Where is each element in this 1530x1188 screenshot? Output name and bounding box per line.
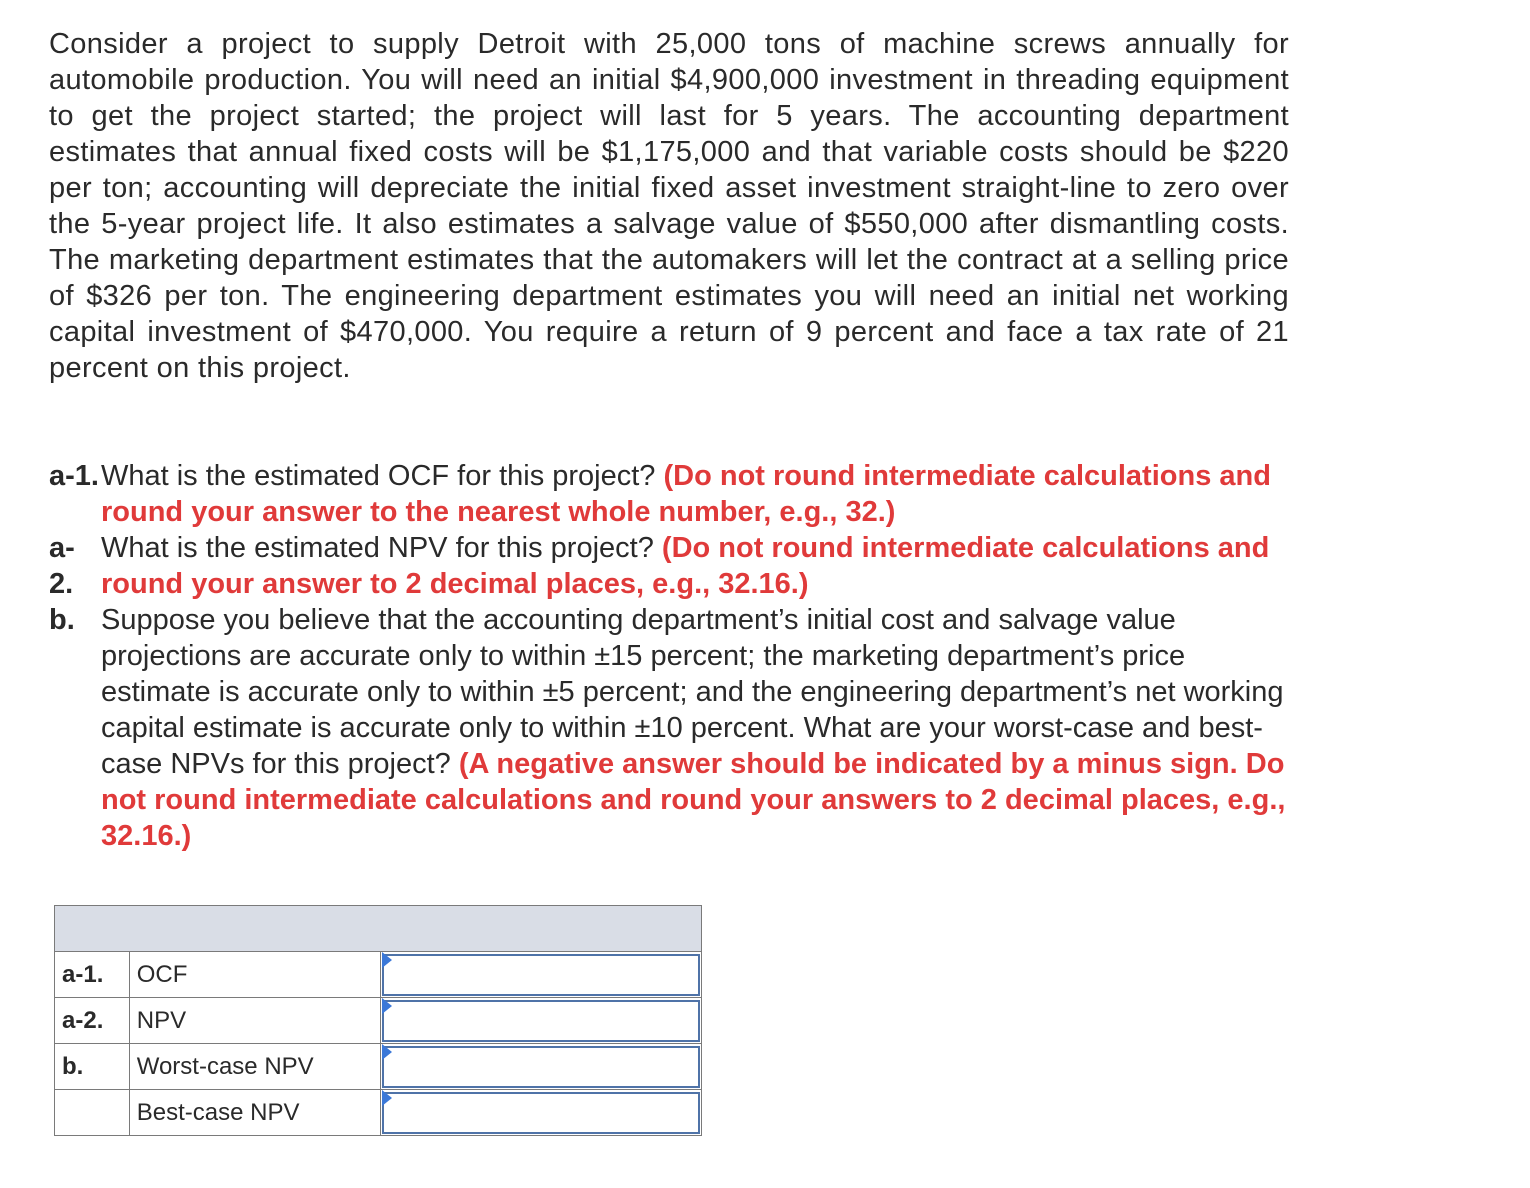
problem-statement: Consider a project to supply Detroit with 25,000 tons of machine screws annually for automobile production. You will need an initial $4,900,000 investment in threading equipment to get the project started; the project will last for 5 years. The accounting department estimates that annual fixed costs will be $1,175,000 and that variable costs should be $220 per ton; accounting will depreciate the initial fixed asset investment straight-line to zero over the 5-year project life. It also estimates a salvage value of $550,000 after dismantling costs. The marketing department estimates that the automakers will let the contract at a selling price of $326 per ton. The engineering department estimates you will need an initial net working capital investment of $470,000. You require a return of 9 percent and face a tax rate of 21 percent on this project. bbox=[49, 28, 1289, 384]
answer-cell bbox=[380, 998, 701, 1044]
worst-case-npv-input[interactable] bbox=[382, 1046, 700, 1088]
question-label: a-1. bbox=[49, 460, 99, 492]
row-label: a-2. bbox=[55, 998, 130, 1044]
question-text: What is the estimated OCF for this project? bbox=[101, 460, 656, 492]
answer-cell bbox=[380, 1044, 701, 1090]
row-label bbox=[55, 1090, 130, 1136]
answer-table-header-cell bbox=[55, 906, 702, 952]
row-description: NPV bbox=[129, 998, 380, 1044]
answer-marker-icon bbox=[382, 1090, 392, 1106]
row-description: OCF bbox=[129, 952, 380, 998]
answer-row-ocf bbox=[55, 952, 702, 998]
question-label bbox=[49, 530, 101, 602]
question-text: What is the estimated NPV for this project? bbox=[101, 532, 654, 564]
question-list bbox=[49, 458, 1289, 854]
answer-row-npv bbox=[55, 998, 702, 1044]
question-a2 bbox=[49, 530, 1289, 602]
row-description: Best-case NPV bbox=[129, 1090, 380, 1136]
question-instruction: (Do not round intermediate calculations and round your answer to 2 decimal places, e.g., 32.16.) bbox=[101, 532, 1270, 600]
answer-row-best-case bbox=[55, 1090, 702, 1136]
question-text: Suppose you believe that the accounting department’s initial cost and salvage value projections are accurate only to within ±15 percent; the marketing department’s price estimate is accurate only to within ±5 percent; and the engineering department’s net working capital estimate is accurate only to within ±10 percent. What are your worst-case and best-case NPVs for this project? bbox=[101, 604, 1284, 780]
question-label-line1: a- bbox=[49, 532, 75, 564]
ocf-input[interactable] bbox=[382, 954, 700, 996]
row-label: a-1. bbox=[55, 952, 130, 998]
question-label: b. bbox=[49, 604, 75, 636]
best-case-npv-input[interactable] bbox=[382, 1092, 700, 1134]
question-a1 bbox=[49, 458, 1289, 530]
row-label: b. bbox=[55, 1044, 130, 1090]
answer-cell bbox=[380, 1090, 701, 1136]
question-body bbox=[101, 458, 1289, 530]
answer-table-header bbox=[55, 906, 702, 952]
npv-input[interactable] bbox=[382, 1000, 700, 1042]
question-b bbox=[49, 602, 1289, 854]
question-label-line2: 2. bbox=[49, 568, 74, 600]
answer-marker-icon bbox=[382, 952, 392, 968]
row-description: Worst-case NPV bbox=[129, 1044, 380, 1090]
answer-marker-icon bbox=[382, 998, 392, 1014]
answer-row-worst-case bbox=[55, 1044, 702, 1090]
answer-marker-icon bbox=[382, 1044, 392, 1060]
question-body bbox=[101, 602, 1289, 854]
question-instruction: (A negative answer should be indicated by a minus sign. Do not round intermediate calculations and round your answers to 2 decimal places, e.g., 32.16.) bbox=[101, 748, 1286, 852]
answer-table bbox=[54, 905, 702, 1136]
question-body bbox=[101, 530, 1289, 602]
answer-cell bbox=[380, 952, 701, 998]
question-instruction: (Do not round intermediate calculations and round your answer to the nearest whole number, e.g., 32.) bbox=[101, 460, 1271, 528]
